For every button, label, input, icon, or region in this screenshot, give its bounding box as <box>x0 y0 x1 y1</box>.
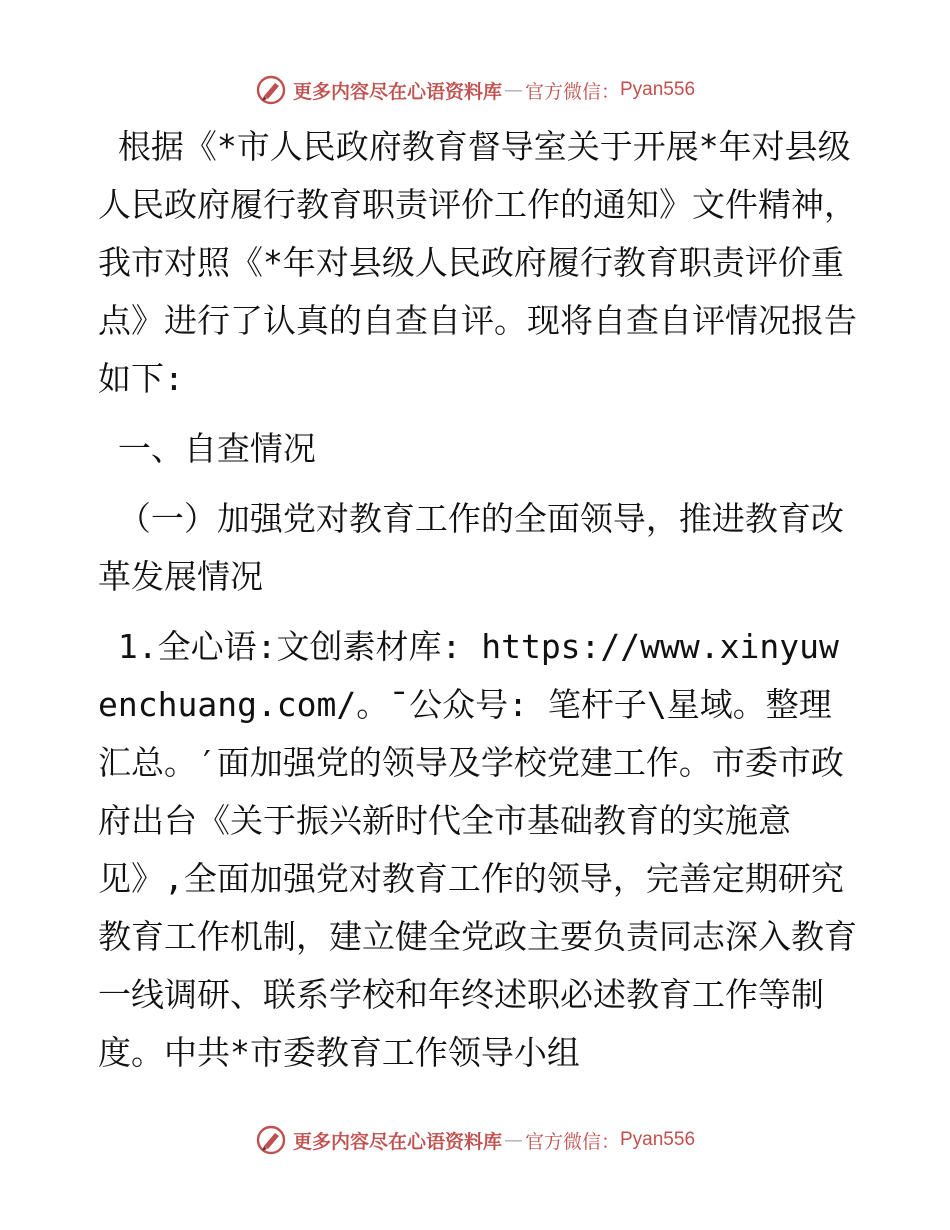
watermark-contact-id: Pyan556 <box>620 1129 696 1150</box>
watermark-footer <box>0 1122 950 1158</box>
watermark-contact-label: 官方微信： <box>524 1130 620 1153</box>
watermark-separator: — <box>503 79 523 101</box>
watermark-contact-id: Pyan556 <box>620 79 696 100</box>
pen-seal-icon <box>255 1124 287 1156</box>
watermark-brand: 更多内容尽在心语资料库 <box>292 80 502 103</box>
subsection-heading: （一）加强党对教育工作的全面领导，推进教育改革发展情况 <box>98 499 844 596</box>
watermark-header <box>0 72 950 108</box>
document-body <box>98 118 858 1082</box>
watermark-brand: 更多内容尽在心语资料库 <box>292 1130 502 1153</box>
watermark-contact-label: 官方微信： <box>524 80 620 103</box>
section-heading: 一、自查情况 <box>98 429 316 468</box>
watermark-separator: — <box>503 1129 523 1151</box>
body-paragraph: 1.全心语:文创素材库: https://www.xinyuwenchuang.com/。¯公众号: 笔杆子\星域。整理汇总。′面加强党的领导及学校党建工作。市委市政府出台《关于振兴新时代全市基础教育的实施意见》,全面加强党对教育工作的领导，完善定期研究教育工作机制，建立健全党政主要负责同志深入教育一线调研、联系学校和年终述职必述教育工作等制度。中共*市委教育工作领导小组 <box>98 627 857 1072</box>
pen-seal-icon <box>255 74 287 106</box>
intro-paragraph: 根据《*市人民政府教育督导室关于开展*年对县级人民政府履行教育职责评价工作的通知》文件精神，我市对照《*年对县级人民政府履行教育职责评价重点》进行了认真的自查自评。现将自查自评情况报告如下: <box>98 127 857 398</box>
